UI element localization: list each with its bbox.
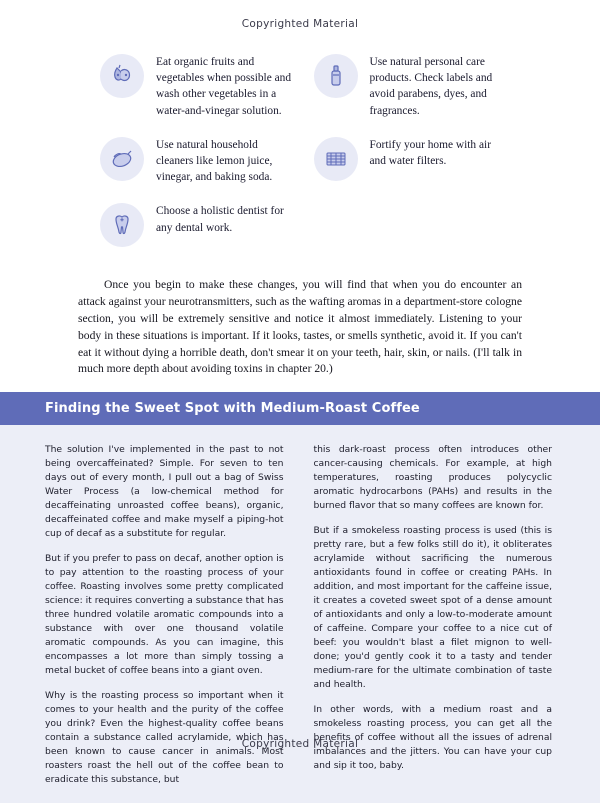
- list-item: [314, 135, 506, 186]
- lotion-bottle-icon: [314, 54, 358, 98]
- list-item: [314, 52, 506, 119]
- sidebar-paragraph: The solution I've implemented in the past to not being overcaffeinated? Simple. For seven to ten days out of every month, I pull out a bag of Swiss Water Process (a low-chemical method for decaffeinating unroasted coffee beans), organic, decaffeinated coffee and make myself a piping-hot cup of decaf as a substitute for regular.: [45, 444, 284, 539]
- list-item: [100, 201, 292, 247]
- copyright-notice-top: Copyrighted Material: [241, 18, 359, 30]
- list-item: [100, 52, 292, 119]
- sidebar-left-column: [45, 443, 284, 787]
- sidebar-paragraph: But if a smokeless roasting process is used (this is pretty rare, but a few folks still do it), it obliterates acrylamide without sacrificing the numerous antioxidants found in coffee or creating PAHs. In addition, and most important for the caffeine issue, it creates a coveted sweet spot of a dense amount of antioxidants and only a low-to-moderate amount of caffeine. Compare your coffee to a nice cut of beef: you wouldn't blast a filet mignon to well-done; you'd gently cook it to a tasty and tender medium-rare for the ultimate combination of taste and health.: [313, 524, 552, 690]
- list-item: [100, 135, 292, 186]
- body-paragraph: Once you begin to make these changes, you will find that when you do encounter an attack against your neurotransmitters, such as the wafting aromas in a department-store cologne section, you will be extremely sensitive and notice it almost immediately. Listening to your body in these situations is important. If it looks, tastes, or smells synthetic, avoid it. If you can't eat it without dying a horrible death, don't smear it on your teeth, hair, skin, or nails. (I'll talk in much more depth about avoiding toxins in chapter 20.): [78, 278, 522, 376]
- sidebar-columns: [0, 425, 600, 787]
- tip-text: Use natural personal care products. Check labels and avoid parabens, dyes, and fragrances.: [369, 56, 493, 117]
- sidebar-paragraph: Why is the roasting process so important when it comes to your health and the purity of the coffee you drink? Even the highest-quality coffee beans contain a substance called acrylamide, which has been known to cause cancer in animals. Most roasters roast the hell out of the coffee bean to eradicate this substance, but: [45, 689, 284, 785]
- sidebar-paragraph: In other words, with a medium roast and a smokeless roasting process, you can get all the benefits of coffee without all the issues of adrenal imbalances and the jitters. You can have your cup and sip it too, baby.: [313, 703, 552, 771]
- vegetables-icon: [100, 54, 144, 98]
- sidebar-title: Finding the Sweet Spot with Medium-Roast Coffee: [0, 392, 600, 425]
- tip-text: Eat organic fruits and vegetables when possible and wash other vegetables in a water-and-vinegar solution.: [156, 56, 292, 117]
- tip-text: Choose a holistic dentist for any dental work.: [156, 205, 284, 234]
- air-filter-icon: [314, 137, 358, 181]
- sidebar-paragraph: But if you prefer to pass on decaf, another option is to pay attention to the roasting process of your coffee. Roasting involves some pretty complicated science: it requires converting a substance that has three hundred volatile aromatic compounds into a substance with over one thousand volatile aromatic compounds. As you can imagine, this encompasses a lot more than simply tossing a metal bucket of coffee beans into a giant oven.: [45, 552, 284, 676]
- lemon-icon: [100, 137, 144, 181]
- tips-icon-grid: [100, 52, 505, 247]
- tip-text: Use natural household cleaners like lemon juice, vinegar, and baking soda.: [156, 138, 273, 184]
- sidebar-right-column: [314, 443, 553, 787]
- tooth-icon: [100, 203, 144, 247]
- tip-text: Fortify your home with air and water filters.: [369, 138, 491, 167]
- copyright-notice-bottom: Copyrighted Material: [241, 738, 359, 750]
- sidebar-paragraph: this dark-roast process often introduces other cancer-causing chemicals. For example, at high temperatures, roasting produces polycyclic aromatic hydrocarbons (PAHs) and results in the burned flavor that so many coffees are known for.: [313, 444, 552, 511]
